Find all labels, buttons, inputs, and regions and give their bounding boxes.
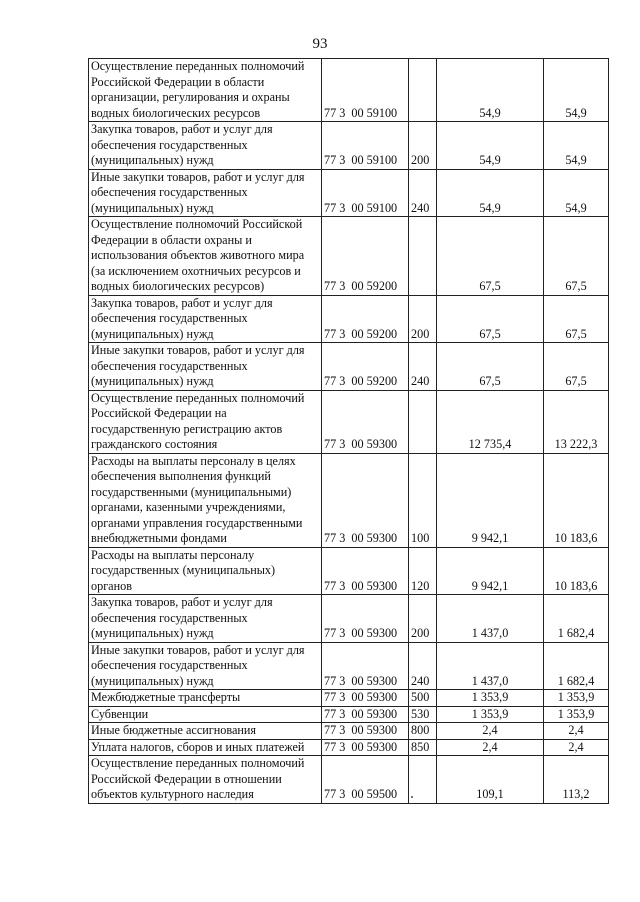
page-number: 93 bbox=[312, 36, 328, 52]
row-expense-type-cell: 100 bbox=[409, 453, 437, 547]
row-code-cell: 77 3 00 59100 bbox=[322, 122, 409, 170]
table-row bbox=[89, 59, 609, 122]
table-row bbox=[89, 723, 609, 740]
row-amount-year2-cell: 54,9 bbox=[544, 122, 609, 170]
row-code-cell: 77 3 00 59300 bbox=[322, 453, 409, 547]
table-row bbox=[89, 547, 609, 595]
table-row bbox=[89, 343, 609, 391]
table-row bbox=[89, 122, 609, 170]
row-expense-type-cell: 530 bbox=[409, 706, 437, 723]
row-name-cell: Осуществление переданных полномочий Российской Федерации в области организации, регулирования и охраны водных биологических ресурсов bbox=[89, 59, 322, 122]
table-row bbox=[89, 739, 609, 756]
table-row bbox=[89, 390, 609, 453]
table-row bbox=[89, 169, 609, 217]
row-amount-year2-cell: 113,2 bbox=[544, 756, 609, 804]
row-amount-year2-cell: 2,4 bbox=[544, 723, 609, 740]
row-name-cell: Расходы на выплаты персоналу в целях обеспечения выполнения функций государственными (муниципальными) органами, казенными учреждениями, органами управления государственными внебюджетными фондами bbox=[89, 453, 322, 547]
row-expense-type-cell: 240 bbox=[409, 343, 437, 391]
row-amount-year2-cell: 1 353,9 bbox=[544, 706, 609, 723]
row-expense-type-cell bbox=[409, 390, 437, 453]
row-name-cell: Иные закупки товаров, работ и услуг для обеспечения государственных (муниципальных) нужд bbox=[89, 169, 322, 217]
row-code-cell: 77 3 00 59100 bbox=[322, 59, 409, 122]
row-code-cell: 77 3 00 59300 bbox=[322, 739, 409, 756]
row-code-cell: 77 3 00 59200 bbox=[322, 343, 409, 391]
row-code-cell: 77 3 00 59200 bbox=[322, 295, 409, 343]
table-row bbox=[89, 295, 609, 343]
row-expense-type-cell: 120 bbox=[409, 547, 437, 595]
row-amount-year1-cell: 2,4 bbox=[437, 723, 544, 740]
row-name-cell: Иные бюджетные ассигнования bbox=[89, 723, 322, 740]
row-amount-year1-cell: 1 353,9 bbox=[437, 706, 544, 723]
row-amount-year1-cell: 1 437,0 bbox=[437, 642, 544, 690]
row-amount-year2-cell: 13 222,3 bbox=[544, 390, 609, 453]
row-expense-type-cell: 240 bbox=[409, 642, 437, 690]
row-name-cell: Иные закупки товаров, работ и услуг для обеспечения государственных (муниципальных) нужд bbox=[89, 343, 322, 391]
table-row bbox=[89, 642, 609, 690]
row-amount-year2-cell: 2,4 bbox=[544, 739, 609, 756]
row-expense-type-cell: 800 bbox=[409, 723, 437, 740]
row-amount-year1-cell: 9 942,1 bbox=[437, 453, 544, 547]
row-expense-type-cell bbox=[409, 59, 437, 122]
row-name-cell: Иные закупки товаров, работ и услуг для обеспечения государственных (муниципальных) нужд bbox=[89, 642, 322, 690]
row-code-cell: 77 3 00 59300 bbox=[322, 595, 409, 643]
row-amount-year2-cell: 10 183,6 bbox=[544, 453, 609, 547]
row-amount-year2-cell: 67,5 bbox=[544, 343, 609, 391]
row-amount-year2-cell: 1 682,4 bbox=[544, 595, 609, 643]
row-amount-year2-cell: 54,9 bbox=[544, 59, 609, 122]
row-name-cell: Межбюджетные трансферты bbox=[89, 690, 322, 707]
row-expense-type-cell: 240 bbox=[409, 169, 437, 217]
row-name-cell: Осуществление переданных полномочий Российской Федерации на государственную регистрацию актов гражданского состояния bbox=[89, 390, 322, 453]
table-row bbox=[89, 217, 609, 296]
row-expense-type-cell: 500 bbox=[409, 690, 437, 707]
row-amount-year1-cell: 1 437,0 bbox=[437, 595, 544, 643]
row-amount-year1-cell: 54,9 bbox=[437, 169, 544, 217]
table-row bbox=[89, 706, 609, 723]
row-amount-year2-cell: 67,5 bbox=[544, 217, 609, 296]
row-amount-year1-cell: 109,1 bbox=[437, 756, 544, 804]
row-amount-year1-cell: 67,5 bbox=[437, 217, 544, 296]
row-name-cell: Закупка товаров, работ и услуг для обеспечения государственных (муниципальных) нужд bbox=[89, 295, 322, 343]
row-code-cell: 77 3 00 59300 bbox=[322, 390, 409, 453]
row-code-cell: 77 3 00 59200 bbox=[322, 217, 409, 296]
row-amount-year1-cell: 2,4 bbox=[437, 739, 544, 756]
row-code-cell: 77 3 00 59300 bbox=[322, 706, 409, 723]
row-amount-year1-cell: 1 353,9 bbox=[437, 690, 544, 707]
row-amount-year2-cell: 1 682,4 bbox=[544, 642, 609, 690]
row-name-cell: Расходы на выплаты персоналу государственных (муниципальных) органов bbox=[89, 547, 322, 595]
row-code-cell: 77 3 00 59500 bbox=[322, 756, 409, 804]
row-expense-type-cell: 200 bbox=[409, 295, 437, 343]
row-amount-year1-cell: 9 942,1 bbox=[437, 547, 544, 595]
table-row bbox=[89, 756, 609, 804]
row-name-cell: Субвенции bbox=[89, 706, 322, 723]
row-name-cell: Осуществление полномочий Российской Федерации в области охраны и использования объектов животного мира (за исключением охотничьих ресурсов и водных биологических ресурсов) bbox=[89, 217, 322, 296]
row-amount-year2-cell: 1 353,9 bbox=[544, 690, 609, 707]
row-code-cell: 77 3 00 59300 bbox=[322, 690, 409, 707]
table-row bbox=[89, 690, 609, 707]
row-amount-year1-cell: 54,9 bbox=[437, 122, 544, 170]
row-amount-year2-cell: 10 183,6 bbox=[544, 547, 609, 595]
table-row bbox=[89, 595, 609, 643]
row-name-cell: Уплата налогов, сборов и иных платежей bbox=[89, 739, 322, 756]
row-amount-year1-cell: 12 735,4 bbox=[437, 390, 544, 453]
budget-table bbox=[88, 58, 609, 804]
budget-table-body bbox=[89, 59, 609, 804]
row-name-cell: Закупка товаров, работ и услуг для обеспечения государственных (муниципальных) нужд bbox=[89, 122, 322, 170]
row-amount-year2-cell: 54,9 bbox=[544, 169, 609, 217]
row-amount-year1-cell: 67,5 bbox=[437, 295, 544, 343]
row-expense-type-cell: 200 bbox=[409, 122, 437, 170]
row-code-cell: 77 3 00 59300 bbox=[322, 723, 409, 740]
row-name-cell: Осуществление переданных полномочий Российской Федерации в отношении объектов культурного наследия bbox=[89, 756, 322, 804]
row-expense-type-cell: 200 bbox=[409, 595, 437, 643]
row-code-cell: 77 3 00 59100 bbox=[322, 169, 409, 217]
row-amount-year2-cell: 67,5 bbox=[544, 295, 609, 343]
row-expense-type-cell: 850 bbox=[409, 739, 437, 756]
row-expense-type-cell bbox=[409, 217, 437, 296]
row-amount-year1-cell: 54,9 bbox=[437, 59, 544, 122]
row-name-cell: Закупка товаров, работ и услуг для обеспечения государственных (муниципальных) нужд bbox=[89, 595, 322, 643]
row-code-cell: 77 3 00 59300 bbox=[322, 547, 409, 595]
scan-speck bbox=[411, 796, 413, 798]
row-code-cell: 77 3 00 59300 bbox=[322, 642, 409, 690]
table-row bbox=[89, 453, 609, 547]
row-amount-year1-cell: 67,5 bbox=[437, 343, 544, 391]
